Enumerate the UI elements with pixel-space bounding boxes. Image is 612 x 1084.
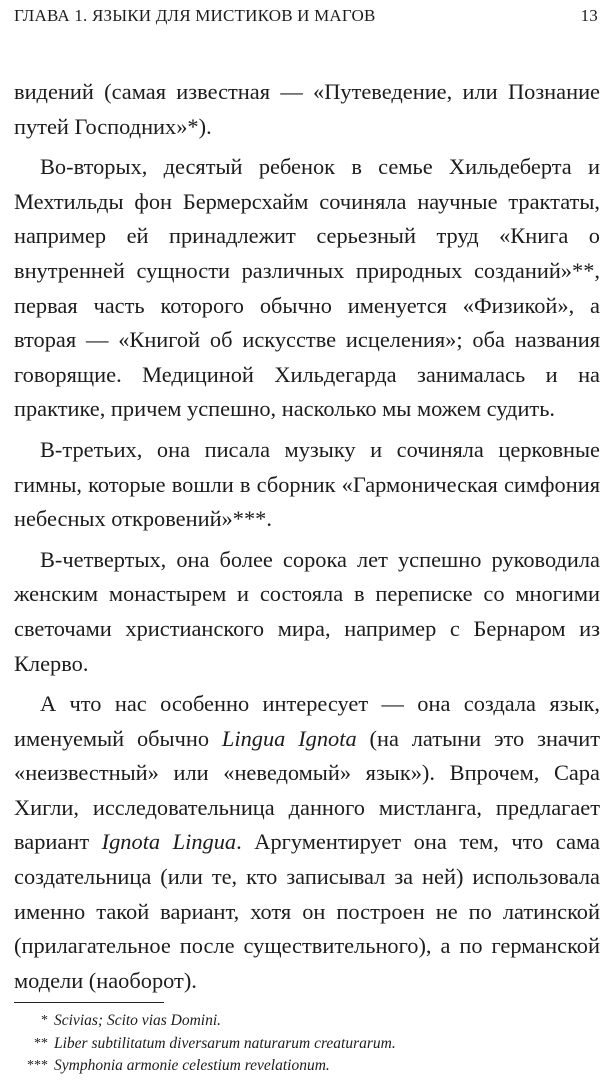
paragraph-4: В-четвертых, она более сорока лет успешно руководила женским монастырем и состояла в переписке со многими светочами христианского мира, например с Бернаром из Клерво. xyxy=(14,546,600,676)
footnote-mark: *** xyxy=(27,1058,48,1073)
term-ignota-lingua: Ignota Lingua xyxy=(101,829,237,855)
footnote-text: Scivias; Scito vias Domini. xyxy=(54,1012,222,1029)
paragraph-5-part-3: . Аргументирует она тем, что сама создательница (или те, кто записывал за ней) использовала именно такой вариант, хотя он построен не по латинской (прилагательное после существительного), а по германской модели (наоборот). xyxy=(14,829,600,993)
paragraph-5-part-2: (на латыни это значит «неизвестный» или «неведомый» язык»). Впрочем, Сара Хигли, исследовательница данного мистланга, предлагает вариант xyxy=(14,725,600,855)
footnotes xyxy=(14,1010,600,1078)
paragraph-5-part-1: А что нас особенно интересует — она создала язык, именуемый обычно xyxy=(14,691,600,751)
main-text xyxy=(14,75,600,998)
footnote-text: Liber subtilitatum diversarum naturarum creaturarum. xyxy=(54,1034,396,1052)
footnote-3 xyxy=(14,1055,600,1078)
footnote-mark: * xyxy=(41,1013,48,1028)
footnote-2 xyxy=(14,1033,600,1056)
footnote-divider xyxy=(14,1002,164,1003)
footnote-mark: ** xyxy=(34,1035,48,1051)
footnote-text: Symphonia armonie celestium revelationum. xyxy=(54,1057,330,1074)
paragraph-1: видений (самая известная — «Путеведение, или Познание путей Господних»*). xyxy=(14,79,600,139)
paragraph-2: Во-вторых, десятый ребенок в семье Хильдеберта и Мехтильды фон Бермерсхайм сочиняла научные трактаты, например ей принадлежит серьезный труд «Книга о внутренней сущности различных природных созданий»**, первая часть которого обычно именуется «Физикой», а вторая — «Книгой об искусстве исцеления»; оба названия говорящие. Медициной Хильдегарда занималась и на практике, причем успешно, насколько мы можем судить. xyxy=(14,154,600,422)
page-number: 13 xyxy=(580,6,598,25)
paragraph-3: В-третьих, она писала музыку и сочиняла церковные гимны, которые вошли в сборник «Гармоническая симфония небесных откровений»***. xyxy=(14,436,600,532)
paragraph-5 xyxy=(14,687,600,998)
running-title: ГЛАВА 1. ЯЗЫКИ ДЛЯ МИСТИКОВ И МАГОВ xyxy=(14,6,376,25)
term-lingua-ignota: Lingua Ignota xyxy=(221,725,357,751)
running-header xyxy=(14,6,598,26)
footnote-1 xyxy=(14,1010,600,1033)
